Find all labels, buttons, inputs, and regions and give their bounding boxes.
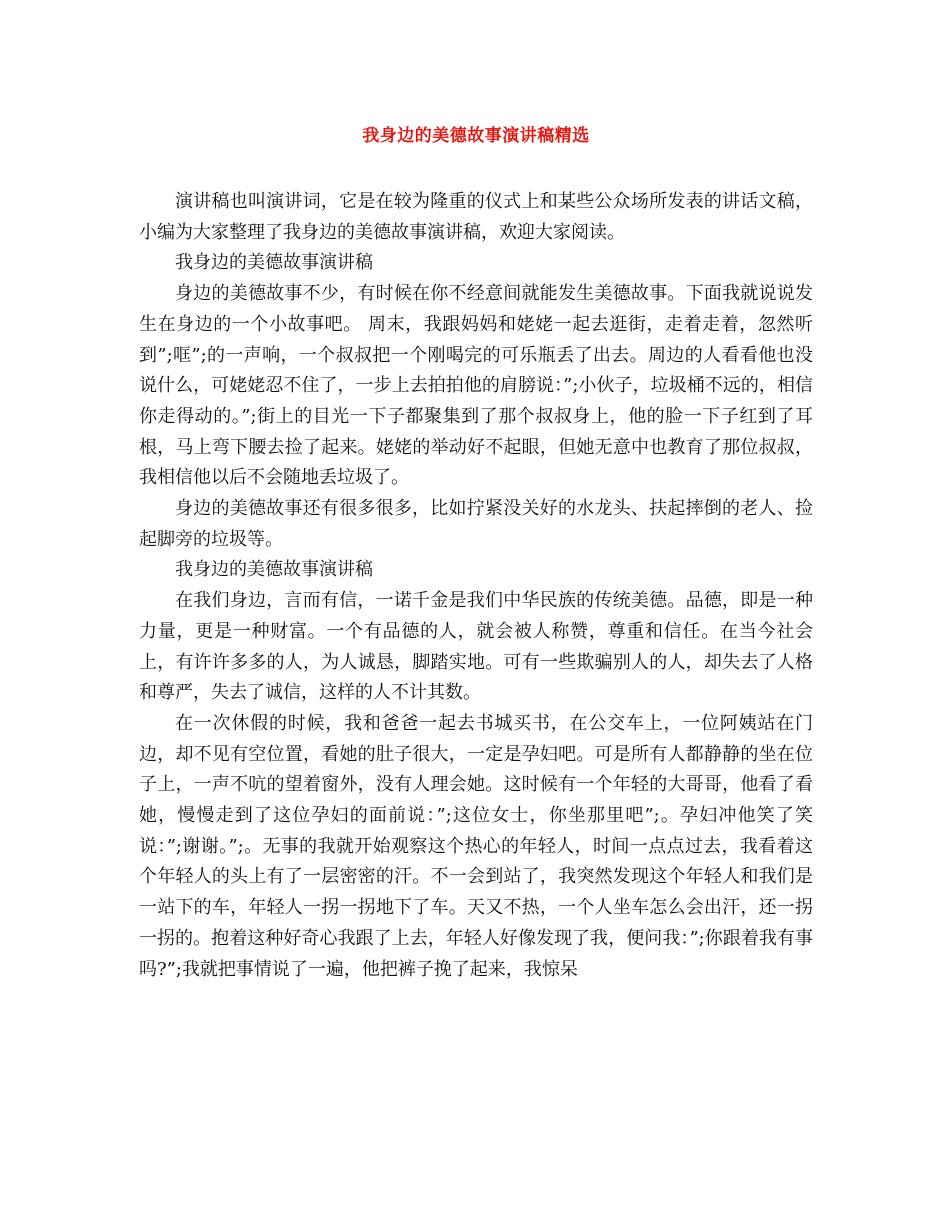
section-heading-2: 我身边的美德故事演讲稿 [175,559,373,581]
paragraph-story-2: 在一次休假的时候，我和爸爸一起去书城买书，在公交车上，一位阿姨站在门边，却不见有空位置，看她的肚子很大，一定是孕妇吧。可是所有人都静静的坐在位子上，一声不吭的望着窗外，没有人理会她。这时候有一个年轻的大哥哥，他看了看她，慢慢走到了这位孕妇的面前说：”;这位女士，你坐那里吧”;。孕妇冲他笑了笑说：”;谢谢。”;。无事的我就开始观察这个热心的年轻人，时间一点点过去，我看着这个年轻人的头上有了一层密密的汗。不一会到站了，我突然发现这个年轻人和我们是一站下的车，年轻人一拐一拐地下了车。天又不热，一个人坐车怎么会出汗，还一拐一拐的。抱着这种好奇心我跟了上去，年轻人好像发现了我，便问我：”;你跟着我有事吗?”;我就把事情说了一遍，他把裤子挽了起来，我惊呆 [139,712,813,980]
paragraph-story-1: 身边的美德故事不少，有时候在你不经意间就能发生美德故事。下面我就说说发生在身边的一个小故事吧。 周末，我跟妈妈和姥姥一起去逛街，走着走着，忽然听到”;哐”;的一声响，一个叔叔把一个刚喝完的可乐瓶丢了出去。周边的人看看他也没说什么，可姥姥忍不住了，一步上去拍拍他的肩膀说：”;小伙子，垃圾桶不远的，相信你走得动的。”;街上的目光一下子都聚集到了那个叔叔身上，他的脸一下子红到了耳根，马上弯下腰去捡了起来。姥姥的举动好不起眼，但她无意中也教育了那位叔叔，我相信他以后不会随地丢垃圾了。 [139,283,813,489]
paragraph-intro: 演讲稿也叫演讲词，它是在较为隆重的仪式上和某些公众场所发表的讲话文稿，小编为大家整理了我身边的美德故事演讲稿，欢迎大家阅读。 [139,191,813,243]
document-title: 我身边的美德故事演讲稿精选 [362,126,590,146]
document-body [139,187,813,985]
paragraph-story-1-conclusion: 身边的美德故事还有很多很多，比如拧紧没关好的水龙头、扶起摔倒的老人、捡起脚旁的垃圾等。 [139,498,813,550]
paragraph-integrity: 在我们身边，言而有信，一诺千金是我们中华民族的传统美德。品德，即是一种力量，更是一种财富。一个有品德的人，就会被人称赞，尊重和信任。在当今社会上，有许许多多的人，为人诚恳，脚踏实地。可有一些欺骗别人的人，却失去了人格和尊严，失去了诚信，这样的人不计其数。 [139,590,813,704]
section-heading-1: 我身边的美德故事演讲稿 [175,252,373,274]
